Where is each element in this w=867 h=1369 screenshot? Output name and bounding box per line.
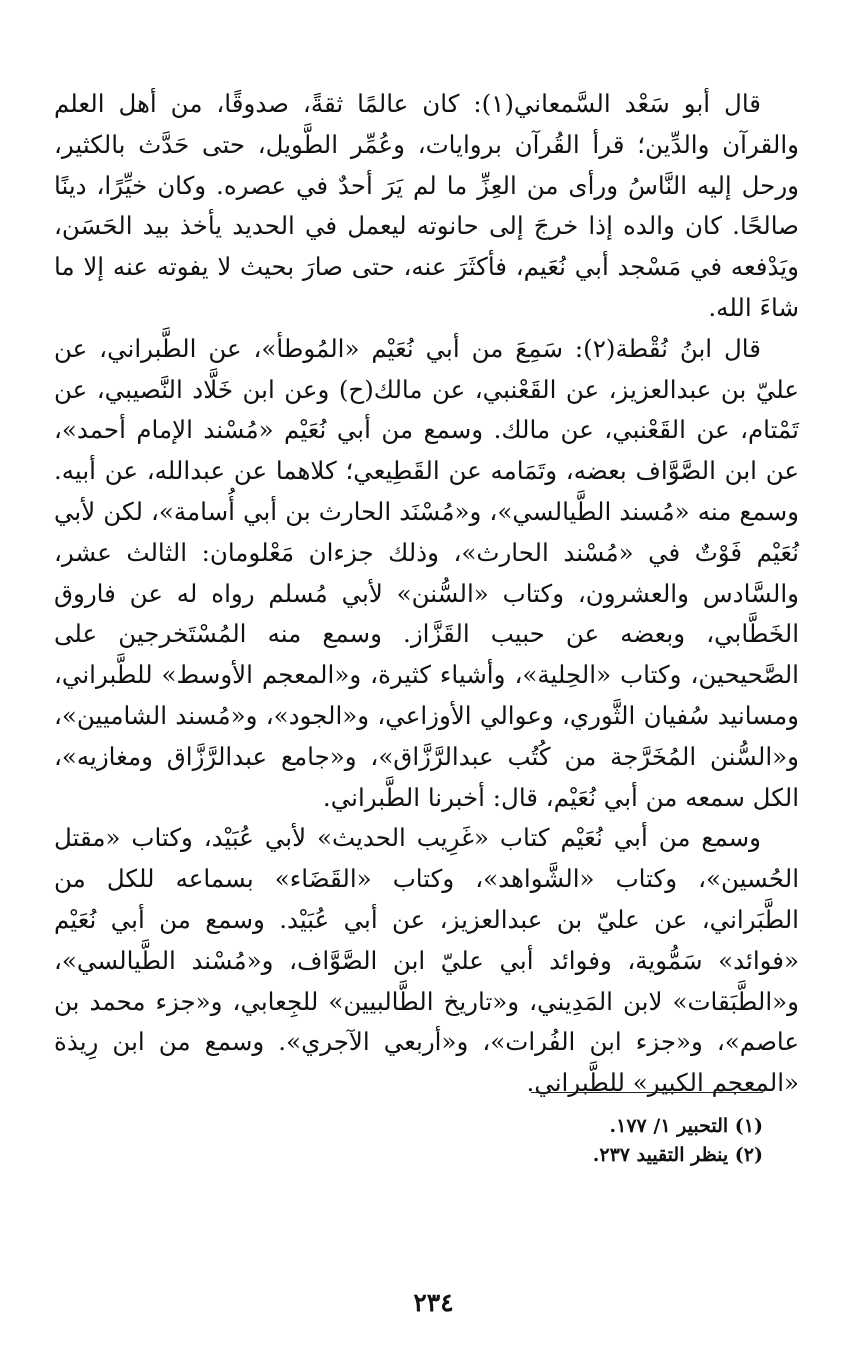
main-text <box>54 84 799 1104</box>
footnote-divider <box>531 1092 763 1093</box>
footnotes <box>263 1112 763 1170</box>
paragraph-ibn-nuqta-quote: قال ابنُ نُقْطة(٢): سَمِعَ من أبي نُعَيْم «المُوطأ»، عن الطَّبراني، عن عليّ بن عبدالعزيز، عن القَعْنبي، عن مالك(ح) وعن ابن خَلَّاد النَّصيبي، عن تَمْتام، عن القَعْنبي، عن مالك. وسمع من أبي نُعَيْم «مُسْند الإمام أحمد»، عن ابن الصَّوَّاف بعضه، وتَمَامه عن القَطِيعي؛ كلاهما عن عبدالله، عن أبيه. وسمع منه «مُسند الطَّيالسي»، و«مُسْنَد الحارث بن أبي أُسامة»، لكن لأبي نُعَيْم فَوْتٌ في «مُسْند الحارث»، وذلك جزءان مَعْلومان: الثالث عشر، والسَّادس والعشرون، وكتاب «السُّنن» لأبي مُسلم رواه له عن فاروق الخَطَّابي، وبعضه عن حبيب القَزَّاز. وسمع منه المُسْتَخرجين على الصَّحيحين، وكتاب «الحِلية»، وأشياء كثيرة، و«المعجم الأوسط» للطَّبراني، ومسانيد سُفيان الثَّوري، وعوالي الأوزاعي، و«الجود»، و«مُسند الشاميين»، و«السُّنن المُخَرَّجة من كُتُب عبدالرَّزَّاق»، و«جامع عبدالرَّزَّاق ومغازيه»، الكل سمعه من أبي نُعَيْم، قال: أخبرنا الطَّبراني. <box>54 333 799 812</box>
page-number: ٢٣٤ <box>413 1288 454 1317</box>
footnote-2: (٢) ينظر التقييد ٢٣٧. <box>592 1144 763 1166</box>
paragraph-further-hearings: وسمع من أبي نُعَيْم كتاب «غَرِيب الحديث» لأبي عُبَيْد، وكتاب «مقتل الحُسين»، وكتاب «الشَّواهد»، وكتاب «القَضَاء» بسماعه للكل من الطَّبَراني، عن عليّ بن عبدالعزيز، عن أبي عُبَيْد. وسمع من أبي نُعَيْم «فوائد» سَمُّوية، وفوائد أبي عليّ ابن الصَّوَّاف، و«مُسْند الطَّيالسي»، و«الطَّبَقات» لابن المَدِيني، و«تاريخ الطَّالبيين» للجِعابي، و«جزء محمد بن عاصم»، و«جزء ابن الفُرات»، و«أربعي الآجري». وسمع من ابن رِيذة «المعجم الكبير» للطَّبراني. <box>54 823 799 1098</box>
paragraph-samani-quote: قال أبو سَعْد السَّمعاني(١): كان عالمًا ثقةً، صدوقًا، من أهل العلم والقرآن والدِّين؛ قرأ القُرآن بروايات، وعُمِّر الطَّويل، حتى حَدَّث بالكثير، ورحل إليه النَّاسُ ورأى من العِزِّ ما لم يَرَ أحدٌ في عصره. وكان خيِّرًا، دينًا صالحًا. كان والده إذا خرجَ إلى حانوته ليعمل في الحديد يأخذ بيد الحَسَن، ويَدْفعه في مَسْجد أبي نُعَيم، فأكثَرَ عنه، حتى صارَ بحيث لا يفوته عنه إلا ما شاءَ الله. <box>54 89 799 322</box>
footnote-1: (١) التحبير ١/ ١٧٧. <box>609 1115 763 1137</box>
